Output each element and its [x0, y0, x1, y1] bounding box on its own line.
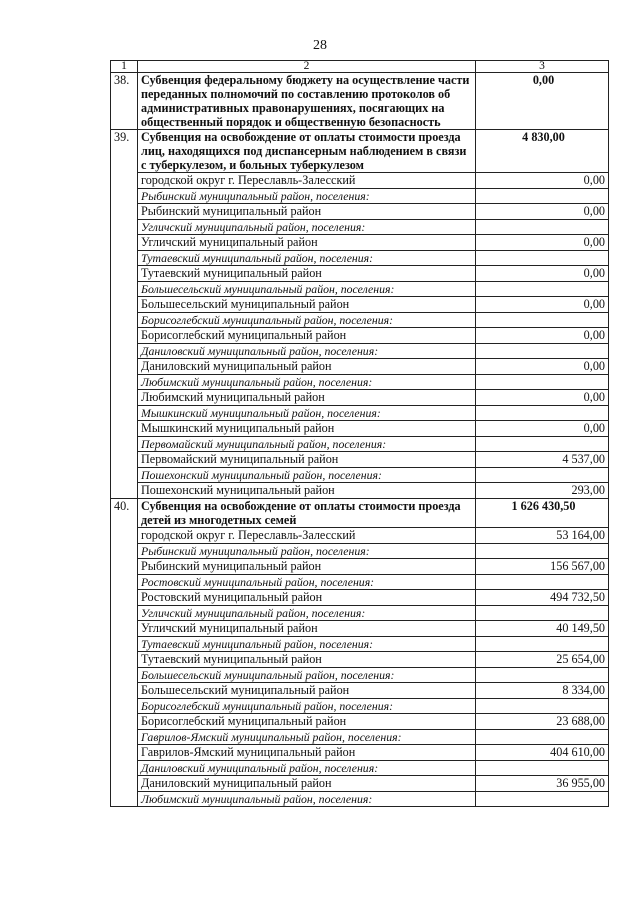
settlement-header-row	[111, 668, 609, 683]
settlement-label: Даниловский муниципальный район, поселения:	[138, 344, 476, 359]
settlement-header-row	[111, 761, 609, 776]
district-label: Пошехонский муниципальный район	[138, 483, 476, 499]
section-row	[111, 499, 609, 528]
district-label: Тутаевский муниципальный район	[138, 652, 476, 668]
header-col-1: 1	[111, 61, 138, 73]
district-label: Даниловский муниципальный район	[138, 359, 476, 375]
settlement-label: Любимский муниципальный район, поселения:	[138, 375, 476, 390]
district-label: городской округ г. Переславль-Залесский	[138, 528, 476, 544]
settlement-header-row	[111, 730, 609, 745]
district-value	[476, 251, 609, 266]
table-row	[111, 683, 609, 699]
district-value	[476, 575, 609, 590]
district-value: 4 537,00	[476, 452, 609, 468]
district-label: Ростовский муниципальный район	[138, 590, 476, 606]
section-number: 39.	[111, 130, 138, 499]
settlement-header-row	[111, 406, 609, 421]
settlement-label: Угличский муниципальный район, поселения:	[138, 606, 476, 621]
table-row	[111, 235, 609, 251]
district-value: 36 955,00	[476, 776, 609, 792]
settlement-header-row	[111, 313, 609, 328]
settlement-header-row	[111, 344, 609, 359]
district-value: 0,00	[476, 359, 609, 375]
district-value: 494 732,50	[476, 590, 609, 606]
settlement-label: Тутаевский муниципальный район, поселения:	[138, 251, 476, 266]
district-value	[476, 375, 609, 390]
district-value	[476, 792, 609, 807]
table-row	[111, 621, 609, 637]
district-value: 53 164,00	[476, 528, 609, 544]
district-value: 0,00	[476, 266, 609, 282]
district-value	[476, 730, 609, 745]
settlement-header-row	[111, 251, 609, 266]
district-value	[476, 637, 609, 652]
settlement-header-row	[111, 606, 609, 621]
settlement-header-row	[111, 637, 609, 652]
district-label: Борисоглебский муниципальный район	[138, 714, 476, 730]
district-value	[476, 761, 609, 776]
settlement-label: Гаврилов-Ямский муниципальный район, поселения:	[138, 730, 476, 745]
settlement-label: Мышкинский муниципальный район, поселения:	[138, 406, 476, 421]
table-row	[111, 559, 609, 575]
settlement-label: Тутаевский муниципальный район, поселения:	[138, 637, 476, 652]
district-label: Борисоглебский муниципальный район	[138, 328, 476, 344]
settlement-label: Борисоглебский муниципальный район, поселения:	[138, 699, 476, 714]
district-label: Любимский муниципальный район	[138, 390, 476, 406]
district-label: Даниловский муниципальный район	[138, 776, 476, 792]
section-title: Субвенция на освобождение от оплаты стоимости проезда лиц, находящихся под диспансерным наблюдением в связи с туберкулезом, и больных туберкулезом	[138, 130, 476, 173]
settlement-header-row	[111, 375, 609, 390]
district-label: Первомайский муниципальный район	[138, 452, 476, 468]
table-row	[111, 173, 609, 189]
table-row	[111, 266, 609, 282]
settlement-header-row	[111, 544, 609, 559]
settlement-label: Рыбинский муниципальный район, поселения:	[138, 544, 476, 559]
section-number: 40.	[111, 499, 138, 807]
settlement-header-row	[111, 189, 609, 204]
district-value	[476, 344, 609, 359]
district-value: 0,00	[476, 390, 609, 406]
district-value	[476, 313, 609, 328]
district-value: 0,00	[476, 204, 609, 220]
district-value	[476, 220, 609, 235]
settlement-label: Рыбинский муниципальный район, поселения:	[138, 189, 476, 204]
subvention-table	[110, 60, 609, 807]
table-row	[111, 745, 609, 761]
district-label: Угличский муниципальный район	[138, 621, 476, 637]
district-label: городской округ г. Переславль-Залесский	[138, 173, 476, 189]
header-col-3: 3	[476, 61, 609, 73]
district-label: Тутаевский муниципальный район	[138, 266, 476, 282]
district-label: Большесельский муниципальный район	[138, 297, 476, 313]
district-value	[476, 606, 609, 621]
section-title: Субвенция федеральному бюджету на осуществление части переданных полномочий по составлению протоколов об административных правонарушениях, посягающих на общественный порядок и общественную безопасность	[138, 73, 476, 130]
district-value	[476, 406, 609, 421]
district-value: 0,00	[476, 173, 609, 189]
district-label: Рыбинский муниципальный район	[138, 204, 476, 220]
table-row	[111, 528, 609, 544]
district-value: 0,00	[476, 421, 609, 437]
district-value	[476, 699, 609, 714]
section-title: Субвенция на освобождение от оплаты стоимости проезда детей из многодетных семей	[138, 499, 476, 528]
district-value: 40 149,50	[476, 621, 609, 637]
settlement-label: Первомайский муниципальный район, поселения:	[138, 437, 476, 452]
settlement-label: Угличский муниципальный район, поселения:	[138, 220, 476, 235]
table-row	[111, 590, 609, 606]
table-row	[111, 421, 609, 437]
section-row	[111, 73, 609, 130]
settlement-header-row	[111, 220, 609, 235]
district-value: 0,00	[476, 328, 609, 344]
settlement-label: Пошехонский муниципальный район, поселения:	[138, 468, 476, 483]
district-value	[476, 437, 609, 452]
header-col-2: 2	[138, 61, 476, 73]
settlement-label: Любимский муниципальный район, поселения:	[138, 792, 476, 807]
district-value	[476, 544, 609, 559]
district-value: 25 654,00	[476, 652, 609, 668]
table-row	[111, 390, 609, 406]
district-label: Большесельский муниципальный район	[138, 683, 476, 699]
settlement-label: Ростовский муниципальный район, поселения:	[138, 575, 476, 590]
table-header-row	[111, 61, 609, 73]
settlement-label: Борисоглебский муниципальный район, поселения:	[138, 313, 476, 328]
district-value	[476, 189, 609, 204]
district-value	[476, 282, 609, 297]
district-value: 293,00	[476, 483, 609, 499]
section-total: 1 626 430,50	[476, 499, 609, 528]
settlement-header-row	[111, 575, 609, 590]
district-value: 156 567,00	[476, 559, 609, 575]
table-row	[111, 297, 609, 313]
section-number: 38.	[111, 73, 138, 130]
section-total: 4 830,00	[476, 130, 609, 173]
section-total: 0,00	[476, 73, 609, 130]
district-label: Мышкинский муниципальный район	[138, 421, 476, 437]
district-value	[476, 668, 609, 683]
district-label: Рыбинский муниципальный район	[138, 559, 476, 575]
table-row	[111, 652, 609, 668]
district-value	[476, 468, 609, 483]
district-label: Угличский муниципальный район	[138, 235, 476, 251]
table-row	[111, 328, 609, 344]
settlement-header-row	[111, 699, 609, 714]
settlement-label: Большесельский муниципальный район, поселения:	[138, 282, 476, 297]
table-row	[111, 452, 609, 468]
district-value: 0,00	[476, 235, 609, 251]
table-row	[111, 359, 609, 375]
settlement-header-row	[111, 468, 609, 483]
district-value: 0,00	[476, 297, 609, 313]
district-label: Гаврилов-Ямский муниципальный район	[138, 745, 476, 761]
section-row	[111, 130, 609, 173]
table-row	[111, 483, 609, 499]
settlement-label: Даниловский муниципальный район, поселения:	[138, 761, 476, 776]
table-row	[111, 776, 609, 792]
settlement-label: Большесельский муниципальный район, поселения:	[138, 668, 476, 683]
district-value: 23 688,00	[476, 714, 609, 730]
district-value: 404 610,00	[476, 745, 609, 761]
page-number: 28	[313, 38, 327, 53]
settlement-header-row	[111, 437, 609, 452]
table-row	[111, 204, 609, 220]
district-value: 8 334,00	[476, 683, 609, 699]
settlement-header-row	[111, 282, 609, 297]
settlement-header-row	[111, 792, 609, 807]
table-row	[111, 714, 609, 730]
